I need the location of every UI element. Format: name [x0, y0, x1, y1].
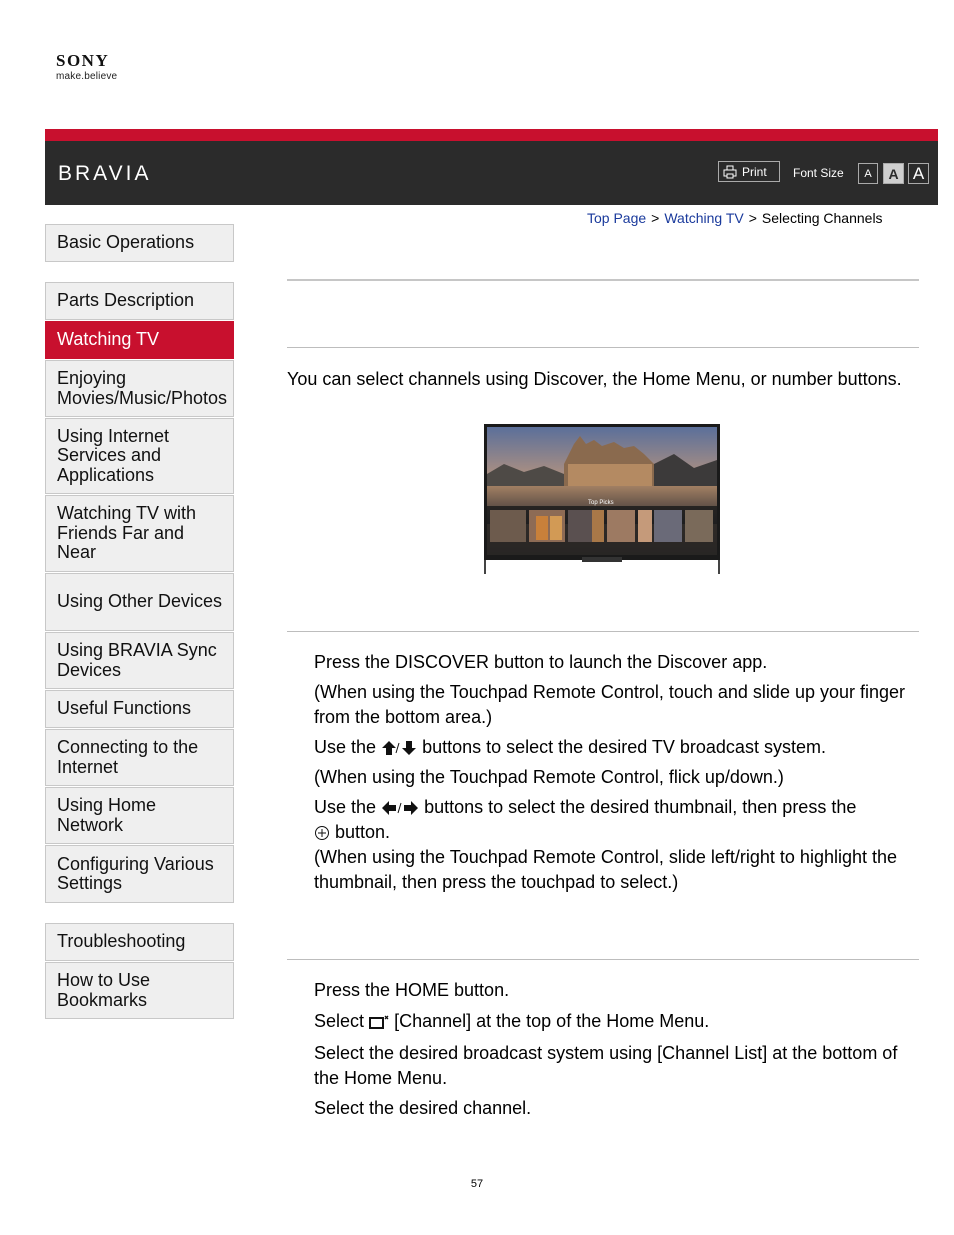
step-note: (When using the Touchpad Remote Control, slide left/right to highlight the thumbnail, then press the touchpad to select.): [314, 847, 898, 892]
product-logo: BRAVIA: [58, 162, 152, 185]
tv-caption: Top Picks: [588, 500, 614, 506]
step-text: Press the DISCOVER button to launch the Discover app.: [314, 652, 768, 672]
step-text: [314, 1009, 919, 1034]
sony-tagline: make.believe: [56, 71, 118, 82]
step-text-fragment: Use the: [314, 797, 377, 817]
sidebar-item-parts-description[interactable]: Parts Description: [45, 282, 234, 320]
sidebar-item-other-devices[interactable]: Using Other Devices: [45, 573, 234, 631]
sidebar-item-useful-functions[interactable]: Useful Functions: [45, 690, 234, 728]
up-down-arrow-icon: [381, 740, 417, 756]
breadcrumb-top-page[interactable]: Top Page: [587, 210, 647, 226]
header-accent-bar: [45, 129, 938, 141]
step-text: [314, 795, 919, 845]
printer-icon: [723, 165, 737, 179]
font-size-small-button[interactable]: A: [858, 163, 878, 184]
sidebar-item-connecting-internet[interactable]: Connecting to the Internet: [45, 729, 234, 786]
sony-wordmark: SONY: [56, 51, 110, 70]
sidebar-item-home-network[interactable]: Using Home Network: [45, 787, 234, 844]
step-text: Select the desired channel.: [314, 1098, 532, 1118]
step-text-fragment: button.: [335, 822, 391, 842]
breadcrumb-separator: >: [651, 210, 660, 226]
tv-discover-illustration: [484, 424, 720, 574]
divider: [287, 631, 919, 632]
step-text-fragment: buttons to select the desired thumbnail, then press the: [424, 797, 857, 817]
sidebar-item-bravia-sync[interactable]: Using BRAVIA Sync Devices: [45, 632, 234, 689]
intro-text: You can select channels using Discover, the Home Menu, or number buttons.: [287, 369, 902, 389]
step-note: (When using the Touchpad Remote Control, touch and slide up your finger from the bottom area.): [314, 682, 906, 727]
step-text-fragment: buttons to select the desired TV broadcast system.: [422, 737, 826, 757]
print-label: Print: [742, 164, 767, 179]
print-button[interactable]: [718, 161, 780, 182]
breadcrumb-current: Selecting Channels: [761, 210, 883, 226]
sidebar-item-basic-operations[interactable]: Basic Operations: [45, 224, 234, 262]
divider: [287, 279, 919, 281]
breadcrumb-watching-tv[interactable]: Watching TV: [664, 210, 744, 226]
left-right-arrow-icon: [381, 800, 419, 816]
sidebar-item-bookmarks[interactable]: How to Use Bookmarks: [45, 962, 234, 1019]
channel-icon: [369, 1014, 389, 1030]
step-text-fragment: [Channel] at the top of the Home Menu.: [394, 1011, 710, 1031]
step-text: [314, 735, 919, 760]
step-text: Press the HOME button.: [314, 980, 510, 1000]
home-menu-steps: [314, 978, 919, 1126]
sidebar-item-watching-tv[interactable]: Watching TV: [45, 321, 234, 359]
step-note: (When using the Touchpad Remote Control, flick up/down.): [314, 767, 784, 787]
discover-steps: [314, 650, 919, 900]
font-size-label: Font Size: [793, 166, 844, 180]
font-size-medium-button[interactable]: A: [883, 163, 904, 184]
step-text-fragment: Select: [314, 1011, 365, 1031]
header-bar: [45, 141, 938, 205]
enter-button-icon: [314, 825, 330, 841]
breadcrumb: [587, 210, 883, 226]
sidebar-item-internet-services[interactable]: Using Internet Services and Applications: [45, 418, 234, 494]
sidebar-item-friends-far-near[interactable]: Watching TV with Friends Far and Near: [45, 495, 234, 572]
sidebar-item-enjoying-media[interactable]: Enjoying Movies/Music/Photos: [45, 360, 234, 417]
breadcrumb-separator: >: [748, 210, 757, 226]
page-number: 57: [470, 1178, 484, 1190]
sony-logo: [56, 52, 117, 82]
divider: [287, 347, 919, 348]
divider: [287, 959, 919, 960]
sidebar-item-troubleshooting[interactable]: Troubleshooting: [45, 923, 234, 961]
step-text: Select the desired broadcast system using [Channel List] at the bottom of the Home Menu.: [314, 1043, 898, 1088]
step-text-fragment: Use the: [314, 737, 377, 757]
sidebar-item-configuring-settings[interactable]: Configuring Various Settings: [45, 845, 234, 903]
font-size-large-button[interactable]: A: [908, 163, 929, 184]
